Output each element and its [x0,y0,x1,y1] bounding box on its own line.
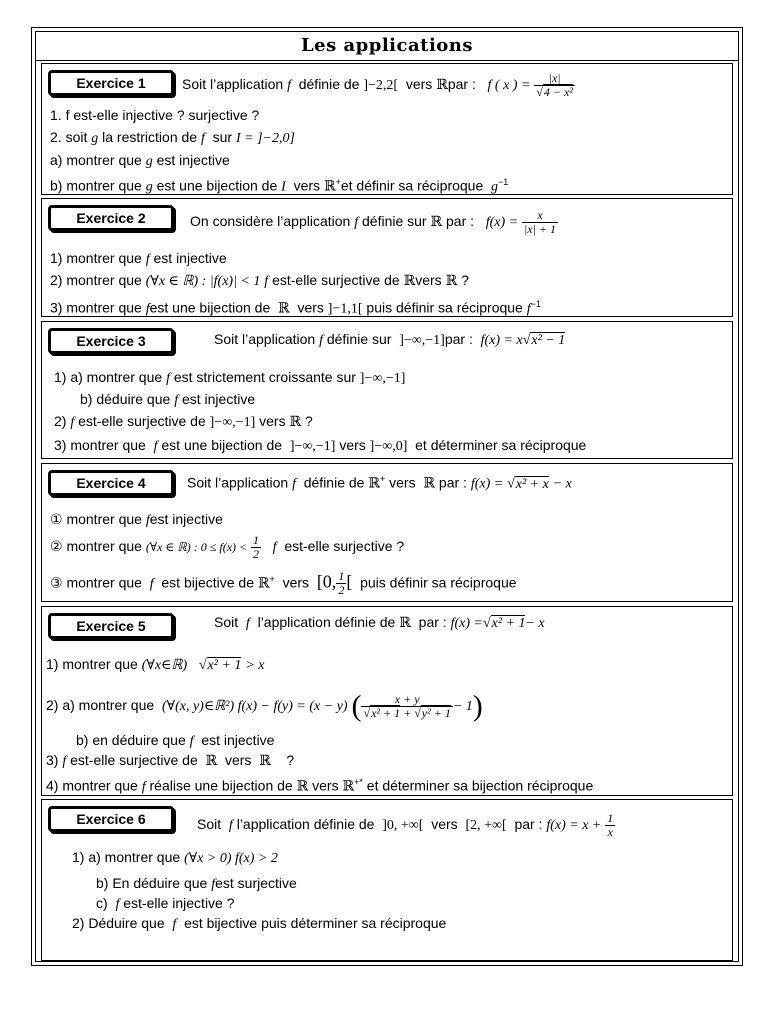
text: et déterminer sa réciproque [415,437,587,453]
fraction-numerator: x [522,209,558,223]
math-g: g [145,154,153,169]
exercise-6-q1b [96,874,297,894]
exercise-5-badge: Exercice 5 [48,613,174,639]
exercise-2-q3 [50,295,541,319]
exercise-5-q2b [76,731,274,751]
radicand: x² + 1 [371,705,401,720]
text: ? [461,272,469,288]
formula-sqrt: √x² + x [507,476,549,492]
exercise-4-intro [187,470,572,494]
formula-lhs: f(x) = x [480,333,523,348]
math-paren: ) [472,689,483,723]
math-domain: ]−2,2[ [363,78,399,94]
text: la restriction de [102,129,198,145]
exercise-4-q2 [50,534,404,561]
text: est-elle surjective ? [284,538,405,555]
math-R: ℝ [403,274,416,289]
text: b) montrer que [50,177,142,194]
math-f: f [211,877,216,892]
radicand: x² − 1 [531,333,566,348]
math-interval: ]−1,1[ [327,301,363,317]
formula-lhs: f(x) = [470,476,504,492]
exercise-2-badge: Exercice 2 [48,205,174,231]
math-expression: (∀x∈ℝ) [141,658,188,673]
text: par : [444,331,473,347]
exercise-6-q1a [72,848,278,868]
math-f: f [115,897,120,912]
text: par : [446,213,475,230]
exercise-6-badge: Exercice 6 [48,806,174,832]
formula-lhs: f(x) = x + [546,818,602,834]
formula-lhs: f ( x ) = [487,78,531,94]
text: Soit l’application [187,474,289,491]
text: est surjective [215,875,297,891]
math-expression: − 1 [452,699,473,714]
text: ③ montrer que [50,574,142,591]
math-f: f [264,274,269,289]
text: est injective [156,152,230,168]
superscript: −1 [498,177,509,187]
text: ? [305,413,313,429]
text: vers [312,777,339,794]
radicand: x² + 1 [207,658,242,673]
text: 2) [54,413,67,429]
math-g: g [491,179,499,195]
text: 1) a) montrer que [54,369,163,385]
exercise-5-q1 [46,655,264,675]
exercise-2-intro [190,209,558,236]
math-g: g [91,131,99,146]
text: est injective [149,511,223,527]
text: est injective [153,250,227,266]
fraction-numerator: |x| [534,72,575,86]
text: c) [96,895,108,911]
text: et définir sa réciproque [340,177,484,194]
math-domain: ]0, +∞[ [382,818,424,834]
text: Soit [214,614,239,630]
exercise-6-q1c [96,894,235,914]
math-R: ℝ [342,779,355,795]
text: ? [286,752,295,768]
text: par : [438,474,467,491]
math-expression: > x [245,658,265,673]
math-R: ℝ [257,576,270,592]
formula-lhs: f(x) = [485,215,519,231]
text: vers [297,299,324,316]
fraction-numerator: 1 [253,533,259,547]
text: vers [282,574,310,591]
math-domain: ]−∞,−1] [359,371,406,386]
formula-fraction [534,72,575,99]
text: est injective [201,732,275,748]
exercise-2-q1 [50,249,227,269]
superscript: −1 [530,299,541,309]
text: est-elle injective ? [123,895,235,911]
radicand: 4 − x² [543,85,573,99]
text: définie sur [362,213,427,230]
formula-rhs: − x [552,476,572,492]
exercise-1 [41,63,733,195]
math-R: ℝ [296,779,309,795]
math-f: f [174,393,179,408]
math-domain: ]−∞,−1] [289,439,336,454]
superscript: + [379,474,386,484]
text: 3) [46,752,59,768]
exercise-3-q2 [54,412,313,432]
formula-sqrt: √x² − 1 [522,333,566,348]
text: 1) montrer que [46,656,138,672]
exercise-3-badge: Exercice 3 [48,328,174,354]
math-expression: (∀x > 0) f(x) > 2 [184,851,278,866]
text: b) déduire que [80,391,171,407]
text: puis définir sa réciproque [360,574,517,591]
math-f: f [245,616,250,631]
math-image: ]−∞,0] [369,439,408,454]
math-I: I [281,179,286,195]
radicand: x² + x [515,476,549,492]
math-interval: I = ]−2,0] [235,131,295,146]
exercise-1-q2 [50,128,295,148]
text: définie sur [326,331,392,347]
math-paren: ( [351,689,362,723]
math-R: ℝ [259,754,271,769]
fraction-numerator: x + y [361,693,452,707]
text: 4) montrer que [46,777,138,794]
math-R: ℝ [289,415,302,430]
text: réalise une bijection de [149,777,293,794]
text: Soit l’application [182,76,284,93]
text: a) montrer que [50,152,142,168]
exercise-3 [41,321,733,459]
superscript: + [269,574,275,584]
math-fraction [336,570,346,597]
text: et déterminer sa bijection réciproque [366,777,594,794]
math-image: [2, +∞[ [465,818,507,834]
fraction-denominator: 2 [338,583,345,598]
operator: + [403,705,412,720]
math-R: ℝ [368,476,380,492]
exercise-3-intro [214,330,565,350]
text: est strictement croissante sur [173,369,356,385]
text: vers [339,437,366,453]
formula-lhs: f(x) = [450,616,483,631]
page-title: Les applications [300,35,474,56]
math-f: f [228,818,233,834]
fraction-denominator: 2 [253,547,259,561]
text: vers [415,272,442,288]
text: par : [418,614,447,630]
worksheet-border [31,27,743,966]
math-R: ℝ [205,754,218,769]
exercise-1-qb [50,173,508,197]
math-interval-open: [0, [316,571,337,592]
formula-fraction [522,209,558,236]
math-R: ℝ [399,616,411,631]
text: vers [405,76,433,93]
text: Soit [197,816,222,833]
math-R: ℝ [445,274,458,289]
exercise-5-q4 [46,773,593,797]
formula-rhs: − x [525,616,545,631]
text: l’application définie de [257,614,396,630]
text: puis définir sa réciproque [366,299,523,316]
math-f: f [354,215,359,231]
math-R: ℝ [278,301,290,317]
fraction-denominator: |x| + 1 [523,222,556,236]
math-expression: (∀x ∈ ℝ) : 0 ≤ f(x) < [145,540,248,555]
exercise-5 [41,606,733,796]
exercise-5-intro [214,613,545,633]
math-sqrt: √x² + 1 [198,658,242,673]
exercise-5-q2a [46,687,483,725]
math-f: f [319,333,323,348]
math-f: f [141,779,146,795]
text: par : [514,816,543,833]
math-fraction [361,693,452,720]
text: 2. soit [50,129,88,145]
math-R: ℝ [323,179,336,195]
text: vers [293,177,321,194]
text: 2) montrer que [50,272,142,288]
math-f: f [526,301,531,317]
text: est-elle surjective de [272,272,400,288]
radicand: y² + 1 [421,705,451,720]
math-f: f [149,576,154,592]
text: est injective [181,391,256,407]
text: est une bijection de [156,177,278,194]
text: b) en déduire que [76,732,186,748]
formula-fraction [605,812,615,839]
math-R: ℝ [423,476,436,492]
math-interval-close: [ [346,571,353,592]
fraction-denominator: √x² + 1 + √y² + 1 [363,705,451,720]
exercise-2-q2 [50,271,469,291]
exercise-6-intro [197,812,615,839]
math-f: f [62,754,67,769]
text: 3) montrer que [54,437,146,453]
exercise-4-q3 [50,570,517,597]
math-f: f [153,439,158,454]
exercise-3-q1a [54,368,405,388]
superscript: +* [354,777,363,787]
text: est-elle surjective de [78,413,206,429]
text: sur [212,129,233,145]
exercise-4-q1 [50,510,223,530]
superscript: + [335,177,341,187]
formula-sqrt: √x² + 1 [482,616,526,631]
text: vers [431,816,458,833]
math-domain: ]−∞,−1] [399,333,445,348]
text: définie de [298,76,360,93]
text: est bijective de [161,574,254,591]
text: ① montrer que [50,511,142,527]
math-f: f [145,252,150,267]
fraction-denominator: √4 − x² [536,85,573,99]
exercise-2 [41,198,733,317]
math-g: g [145,179,153,195]
text: On considère l’application [190,213,351,230]
math-R: ℝ [430,215,443,231]
math-f: f [292,476,296,492]
worksheet [35,31,739,962]
exercise-1-badge: Exercice 1 [48,70,174,96]
text: 2) Déduire que [72,915,165,931]
text: 3) montrer que [50,299,142,316]
text: 2) a) montrer que [46,697,155,713]
exercise-4 [41,463,733,602]
text: est-elle surjective de [70,752,198,768]
exercise-6-q2 [72,914,446,934]
math-f: f [189,734,194,749]
math-f: f [145,301,150,317]
text: Soit l’application [214,331,316,347]
text: 1) montrer que [50,250,142,266]
fraction-numerator: 1 [607,811,614,825]
text: par : [447,76,476,93]
text: 1) a) montrer que [72,849,181,865]
math-expression: (∀x ∈ ℝ) : |f(x)| < 1 [145,274,261,289]
math-f: f [70,415,75,430]
exercise-1-intro [182,72,575,99]
text: l’application définie de [236,816,375,833]
exercise-6 [41,799,733,961]
math-f: f [166,371,170,386]
math-f: f [200,131,205,146]
exercise-3-q1b [80,390,255,410]
exercise-1-q1: 1. f est-elle injective ? surjective ? [50,107,260,123]
math-domain: ]−∞,−1] [209,415,256,430]
fraction-numerator: 1 [338,569,345,584]
text: vers [389,474,416,491]
math-f: f [172,917,177,932]
fraction-denominator: x [607,825,613,839]
text: définie de [303,474,365,491]
exercise-4-badge: Exercice 4 [48,470,174,496]
math-fraction [251,534,261,561]
math-f: f [272,540,277,556]
math-expression: (∀(x, y)∈ℝ²) f(x) − f(y) = (x − y) [161,699,348,714]
exercise-5-q3 [46,751,294,771]
radicand: x² + 1 [491,616,526,631]
math-R: ℝ [436,78,448,94]
exercise-1-qa [50,151,230,171]
math-f: f [145,513,150,528]
text: vers [224,752,252,768]
text: est une bijection de [149,299,271,316]
exercise-3-q3 [54,436,586,456]
text: ② montrer que [50,538,142,555]
text: vers [259,413,286,429]
text: est une bijection de [161,437,283,453]
text: est bijective puis déterminer sa réciproque [184,915,447,931]
math-f: f [287,78,291,94]
title-row [36,32,738,61]
text: b) En déduire que [96,875,208,891]
